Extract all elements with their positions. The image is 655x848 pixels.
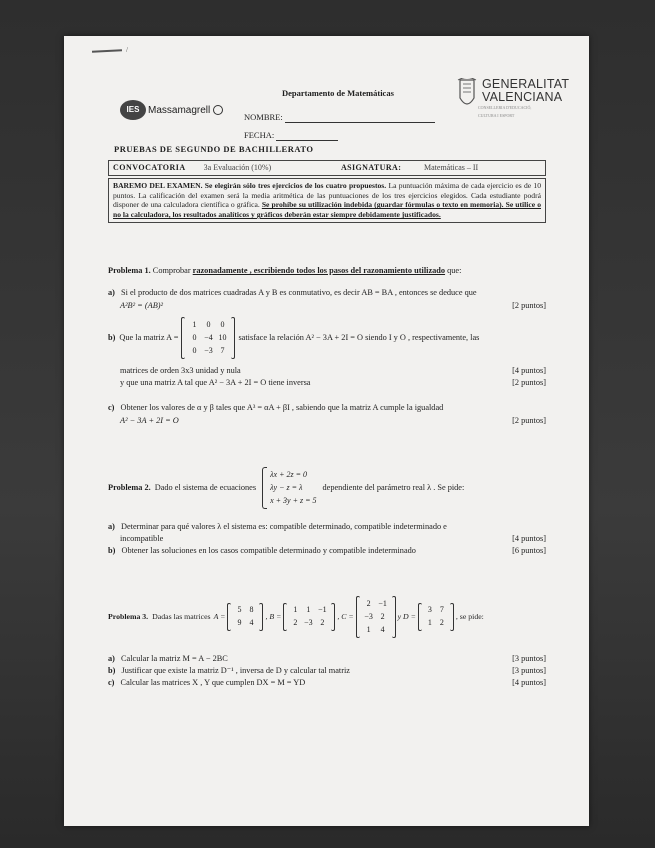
matrix-b-label: , B = xyxy=(265,611,282,621)
problem-2a xyxy=(108,522,546,533)
problem-3a-text: Calcular la matriz M = A − 2BC xyxy=(121,654,228,663)
matrix-cell: −1 xyxy=(378,598,387,608)
problem-1-intro-end: que: xyxy=(447,266,462,275)
department-title: Departamento de Matemáticas xyxy=(282,88,394,98)
problem-2-intro: Dado el sistema de ecuaciones xyxy=(154,482,257,492)
problem-1b-post: satisface la relación A² − 3A + 2I = O siendo I y O , respectivamente, las xyxy=(238,332,480,342)
matrix-cell: −3 xyxy=(364,611,373,621)
matrix-c-label: , C = xyxy=(337,611,354,621)
subject-label: ASIGNATURA: xyxy=(341,162,402,172)
problem-1b-line2-text: matrices de orden 3x3 unidad y nula xyxy=(120,366,241,375)
problem-2b-points: [6 puntos] xyxy=(512,546,546,555)
baremo-box xyxy=(108,178,546,223)
problem-2-intro-end: dependiente del parámetro real λ . Se pide: xyxy=(322,482,465,492)
problem-2-title: Problema 2. xyxy=(108,482,151,492)
matrix-d-label: y D = xyxy=(397,611,416,621)
problem-3b-tag: b) xyxy=(108,666,116,675)
problem-1c-formula: A² − 3A + 2I = O xyxy=(120,416,179,425)
problem-3c-text: Calcular las matrices X , Y que cumplen DX = M = YD xyxy=(120,678,306,687)
equation-row: λy − z = λ xyxy=(270,482,303,492)
problem-1b-points1: [4 puntos] xyxy=(512,366,546,375)
matrix-cell: 2 xyxy=(380,611,385,621)
exam-sheet xyxy=(64,36,589,826)
problem-2a-line2 xyxy=(108,534,546,545)
matrix-cell: 0 xyxy=(192,345,197,355)
problem-1a-formula: A²B² = (AB)² xyxy=(120,301,164,310)
problem-1c xyxy=(108,403,546,414)
matrix-cell: 0 xyxy=(220,319,225,329)
matrix-a-2x2 xyxy=(227,603,263,631)
baremo-text: La puntuación máxima de cada ejercicio es de 10 puntos. La calificación del examen será la media aritmética de las puntuaciones de los tres ejercicios elegidos. Cada estudiante podrá disponer de una calculadora científica o gráfica. xyxy=(113,181,541,210)
problem-3a-points: [3 puntos] xyxy=(512,654,546,663)
gov-sub2: CULTURA I ESPORT xyxy=(478,112,515,118)
convocatoria-box xyxy=(108,160,546,176)
matrix-cell: −4 xyxy=(204,332,213,342)
matrix-cell: 1 xyxy=(366,624,371,634)
matrix-cell: 7 xyxy=(439,605,444,615)
problem-2b xyxy=(108,546,546,557)
problem-2b-tag: b) xyxy=(108,546,116,555)
problem-3-title: Problema 3. xyxy=(108,611,149,621)
equation-row: x + 3y + z = 5 xyxy=(270,495,317,505)
matrix-cell: 10 xyxy=(218,332,227,342)
problem-1c-tag: c) xyxy=(108,403,115,412)
convocatoria-value: 3a Evaluación (10%) xyxy=(203,162,272,172)
ies-badge: IES xyxy=(120,100,146,120)
convocatoria-label: CONVOCATORIA xyxy=(113,162,186,172)
problem-3c-points: [4 puntos] xyxy=(512,678,546,687)
problem-1a xyxy=(108,288,546,299)
problem-1c-points: [2 puntos] xyxy=(512,416,546,425)
problem-3a-tag: a) xyxy=(108,654,115,663)
problem-1b xyxy=(108,316,546,360)
matrix-cell: 2 xyxy=(366,598,371,608)
problem-1-intro: Comprobar xyxy=(152,266,191,275)
matrix-cell: −3 xyxy=(204,345,213,355)
name-label: NOMBRE: xyxy=(244,112,283,122)
matrix-cell: 0 xyxy=(206,319,211,329)
problem-1-underlined: razonadamente , escribiendo todos los pasos del razonamiento utilizado xyxy=(192,266,446,275)
subject-value: Matemáticas – II xyxy=(424,162,479,172)
matrix-cell: 3 xyxy=(427,605,432,615)
problem-1c-line2 xyxy=(108,416,546,427)
name-field xyxy=(244,112,435,123)
problem-1b-pre: Que la matriz A = xyxy=(119,332,179,342)
problem-3c xyxy=(108,678,546,689)
matrix-d-2x2 xyxy=(418,603,454,631)
problem-1-header xyxy=(108,266,546,277)
matrix-cell: 4 xyxy=(380,624,385,634)
matrix-cell: 2 xyxy=(293,618,298,628)
baremo-underlined: Se prohíbe su utilización indebida (guardar fórmulas o texto en memoria). Se utilice o no la calculadora, los resultados analíticos y gráficos deberán estar siempre debidamente justificados. xyxy=(113,200,541,220)
problem-3-header xyxy=(108,594,546,640)
matrix-a-label: A = xyxy=(213,611,226,621)
problem-1b-line2 xyxy=(108,366,546,377)
problem-2a-text: Determinar para qué valores λ el sistema es: compatible determinado, compatible indeterminado e xyxy=(121,522,447,531)
matrix-cell: −1 xyxy=(318,605,327,615)
problem-1b-points2: [2 puntos] xyxy=(512,378,546,387)
tests-title: PRUEBAS DE SEGUNDO DE BACHILLERATO xyxy=(114,144,314,154)
problem-1b-line3-text: y que una matriz A tal que A² − 3A + 2I = O tiene inversa xyxy=(120,378,311,387)
generalitat-logo xyxy=(456,78,569,119)
baremo-title: BAREMO DEL EXAMEN. xyxy=(113,181,203,190)
equation-system xyxy=(262,467,316,509)
problem-3-intro: Dadas las matrices xyxy=(152,611,211,621)
matrix-cell: 1 xyxy=(192,319,197,329)
school-ring-icon xyxy=(213,105,223,115)
pen-tick: / xyxy=(126,46,128,54)
problem-1b-line3 xyxy=(108,378,546,389)
problem-2a-points: [4 puntos] xyxy=(512,534,546,543)
problem-2a-tag: a) xyxy=(108,522,115,531)
problem-1c-text: Obtener los valores de α y β tales que A³ = αA + βI , sabiendo que la matriz A cumple la igualdad xyxy=(120,403,444,412)
matrix-cell: −3 xyxy=(304,618,313,628)
matrix-cell: 2 xyxy=(439,618,444,628)
matrix-cell: 1 xyxy=(427,618,432,628)
gov-sub1: CONSELLERIA D'EDUCACIÓ, xyxy=(478,105,532,110)
matrix-cell: 8 xyxy=(249,605,254,615)
problem-3b xyxy=(108,666,546,677)
matrix-cell: 2 xyxy=(320,618,325,628)
problem-1a-text: Si el producto de dos matrices cuadradas A y B es conmutativo, es decir AB = BA , entonces se deduce que xyxy=(121,288,477,297)
gov-line2: VALENCIANA xyxy=(482,89,563,104)
date-field xyxy=(244,130,338,141)
matrix-cell: 1 xyxy=(306,605,311,615)
equation-row: λx + 2z = 0 xyxy=(270,469,308,479)
school-name: Massamagrell xyxy=(148,104,211,116)
matrix-cell: 1 xyxy=(293,605,298,615)
gov-line1: GENERALITAT xyxy=(482,77,570,91)
problem-1a-tag: a) xyxy=(108,288,115,297)
problem-2b-text: Obtener las soluciones en los casos compatible determinado y compatible indeterminado xyxy=(121,546,416,555)
matrix-b-2x3 xyxy=(283,603,335,631)
problem-2-header xyxy=(108,466,546,510)
problem-1a-points: [2 puntos] xyxy=(512,301,546,310)
name-line xyxy=(285,122,435,123)
problem-1a-line2 xyxy=(108,301,546,312)
problem-1b-tag: b) xyxy=(108,332,116,342)
problem-3a xyxy=(108,654,546,665)
matrix-c-3x2 xyxy=(356,596,396,638)
baremo-bold-text: Se elegirán sólo tres ejercicios de los cuatro propuestos. xyxy=(204,181,387,190)
pen-mark xyxy=(92,49,122,53)
matrix-cell: 0 xyxy=(192,332,197,342)
matrix-a-3x3 xyxy=(181,317,235,359)
problem-3b-text: Justificar que existe la matriz D⁻¹ , inversa de D y calcular tal matriz xyxy=(121,666,350,675)
date-label: FECHA: xyxy=(244,130,275,140)
matrix-cell: 4 xyxy=(249,618,254,628)
school-logo xyxy=(120,100,223,120)
matrix-cell: 7 xyxy=(220,345,225,355)
matrix-cell: 5 xyxy=(237,605,242,615)
date-line xyxy=(276,140,338,141)
problem-3-intro-end: , se pide: xyxy=(455,611,484,621)
problem-1-title: Problema 1. xyxy=(108,266,151,275)
generalitat-emblem-icon xyxy=(456,78,478,112)
matrix-cell: 9 xyxy=(237,618,242,628)
problem-3b-points: [3 puntos] xyxy=(512,666,546,675)
problem-3c-tag: c) xyxy=(108,678,115,687)
problem-2a-line2-text: incompatible xyxy=(120,534,164,543)
